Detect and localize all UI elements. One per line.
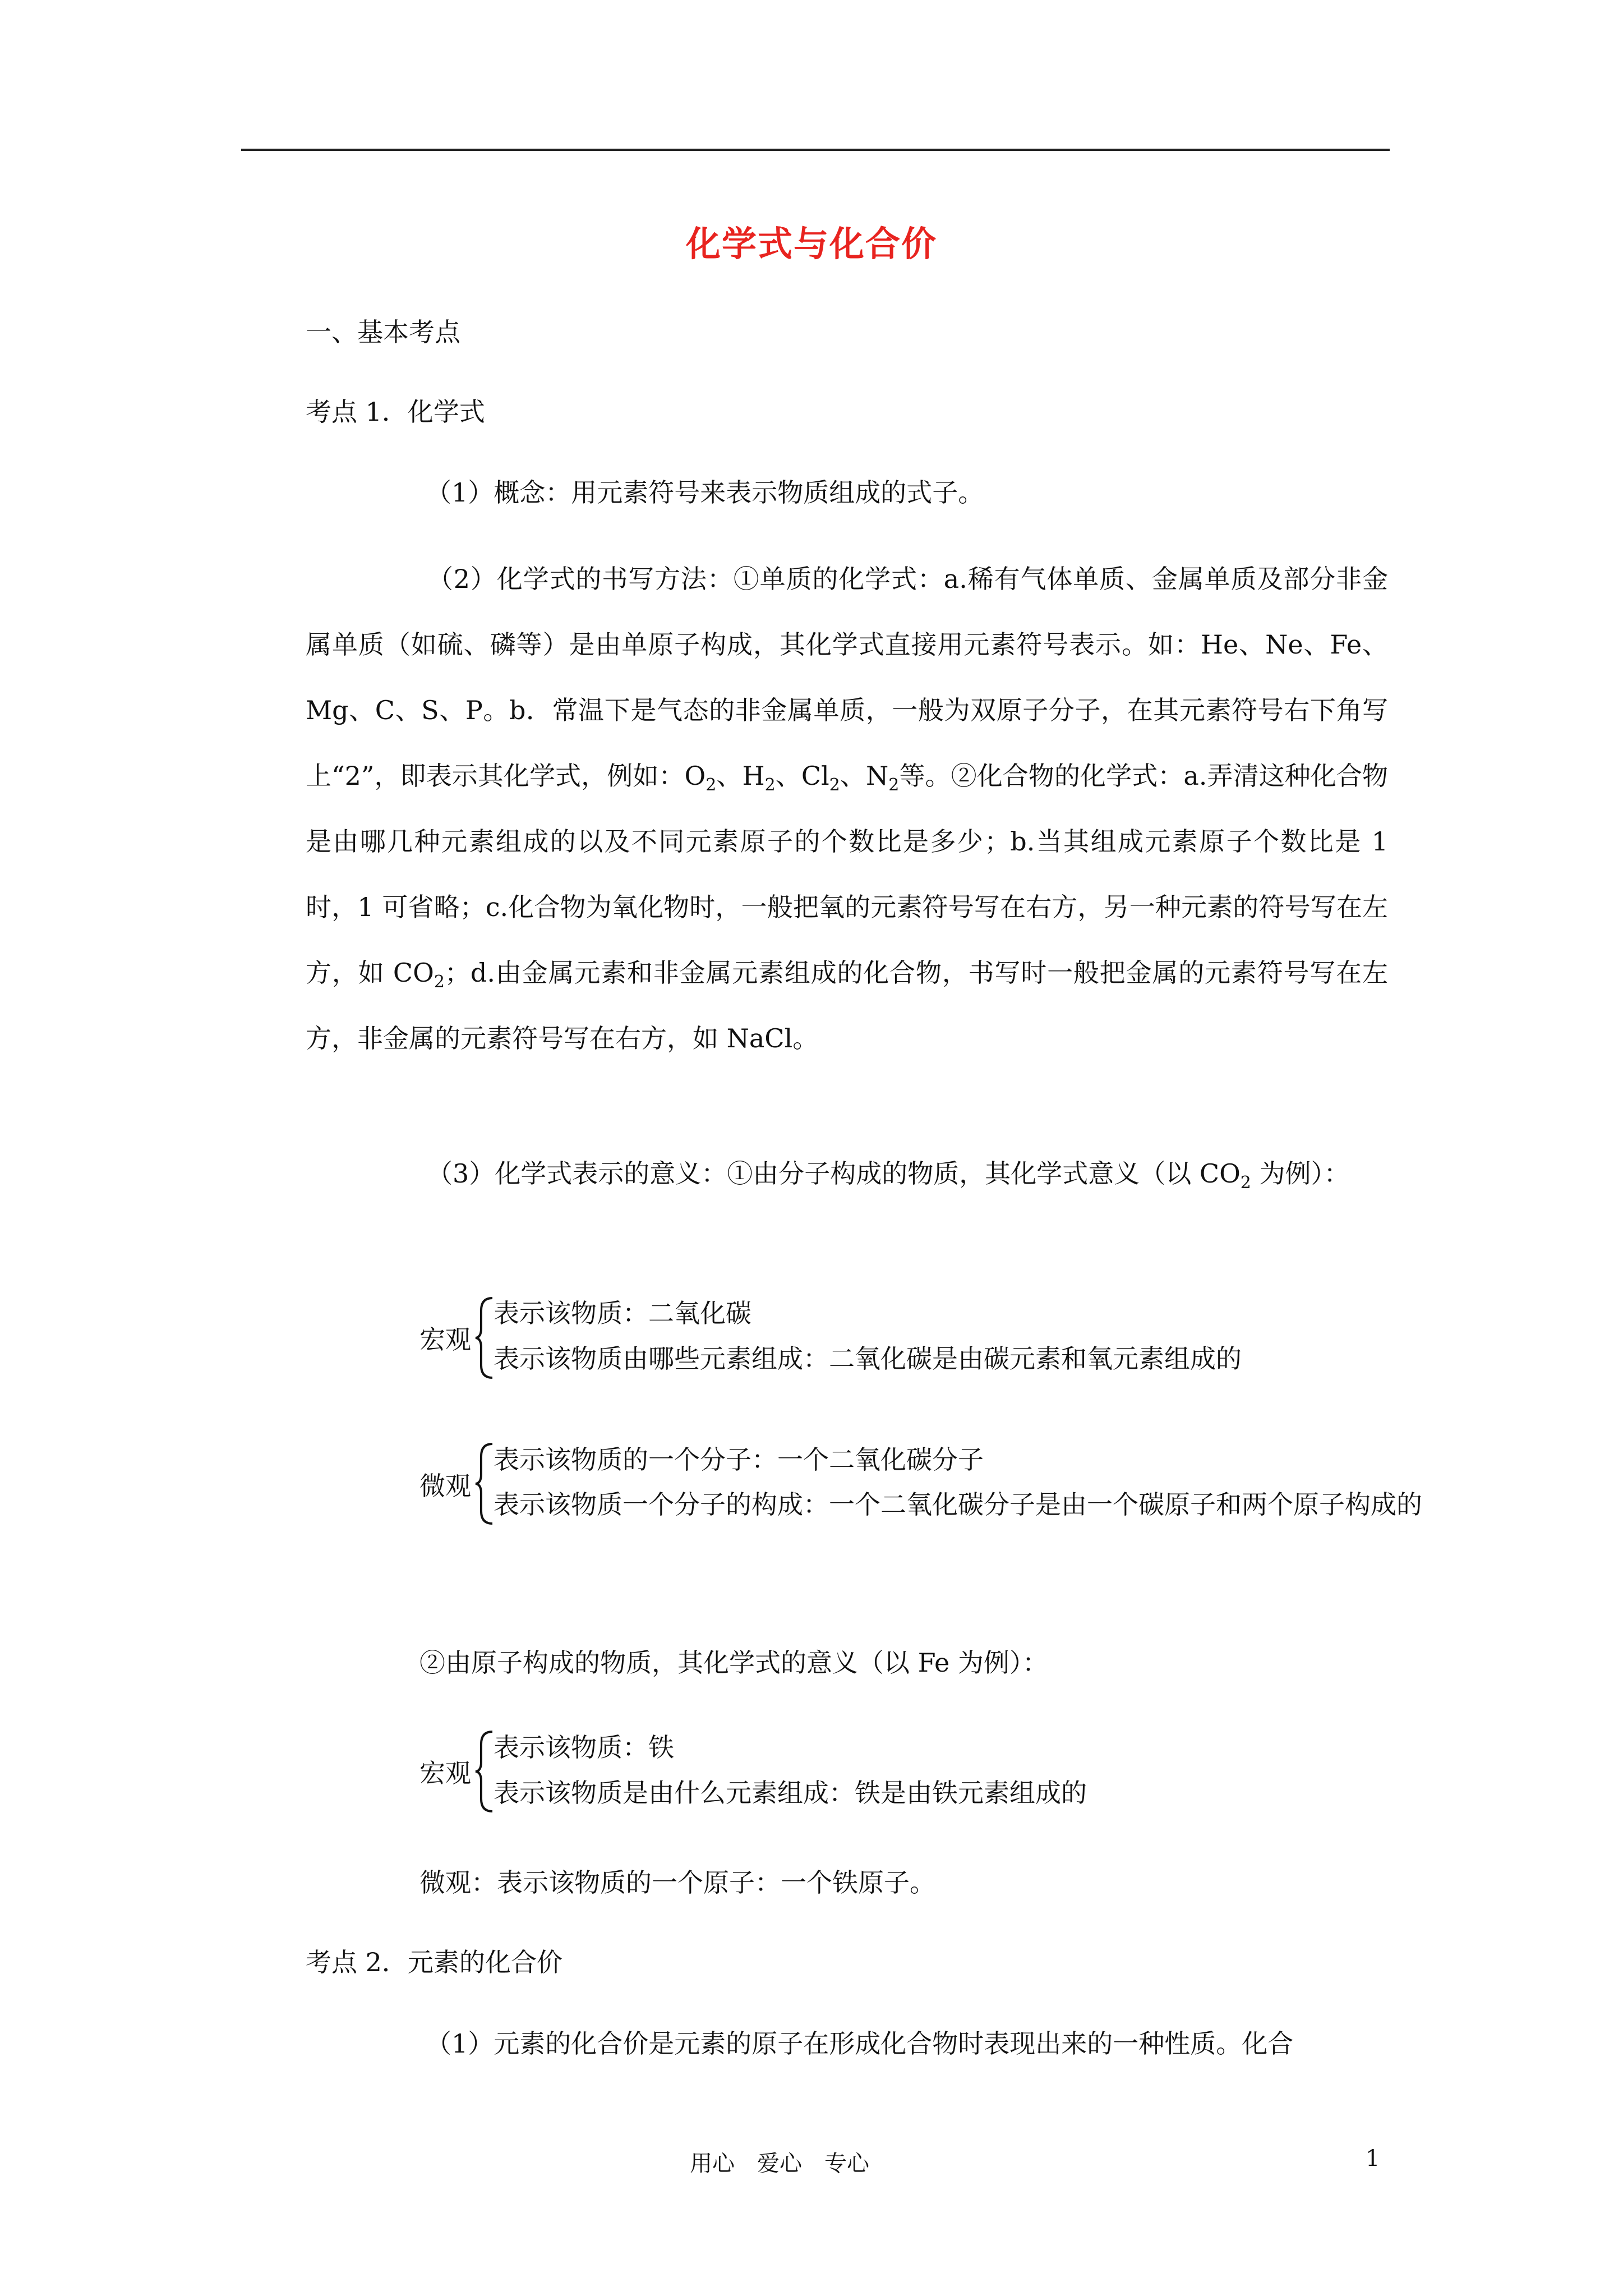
co2-micro-brace [474,1442,495,1526]
fe-macro-line1: 表示该物质：铁 [494,1732,674,1763]
co2-micro-line1: 表示该物质的一个分子：一个二氧化碳分子 [494,1444,984,1475]
header-rule [241,149,1390,151]
writing-paragraph: （2）化学式的书写方法：①单质的化学式：a.稀有气体单质、金属单质及部分非金属单质（如硫、磷等）是由单原子构成，其化学式直接用元素符号表示。如：He、Ne、Fe、Mg、C、S、P。b．常温下是气态的非金属单质，一般为双原子分子，在其元素符号右下角写上“2”，即表示其化学式，例如：$O_2$、$H_2$、$Cl_2$、$N_2$等。②化合物的化学式：a.弄清这种化合物是由哪几种元素组成的以及不同元素原子的个数比是多少；b.当其组成元素原子个数比是 1 时，1 可省略；c.化合物为氧化物时，一般把氧的元素符号写在右方，另一种元素的符号写在左方，如 $CO_2$；d.由金属元素和非金属元素组成的化合物，书写时一般把金属的元素符号写在左方，非金属的元素符号写在右方，如 NaCl。 [306,564,1388,1053]
point2-heading: 考点 2．元素的化合价 [306,1947,562,1977]
co2-micro-line2: 表示该物质一个分子的构成：一个二氧化碳分子是由一个碳原子和两个原子构成的 [494,1489,1422,1520]
fe-macro-label: 宏观 [419,1758,471,1788]
fe-macro-line2: 表示该物质是由什么元素组成：铁是由铁元素组成的 [494,1778,1087,1808]
co2-macro-label: 宏观 [419,1324,471,1355]
point1-heading: 考点 1．化学式 [306,397,485,427]
section-heading: 一、基本考点 [306,317,460,347]
page-title: 化学式与化合价 [685,223,937,264]
co2-macro-line2: 表示该物质由哪些元素组成：二氧化碳是由碳元素和氧元素组成的 [494,1343,1242,1374]
page-number: 1 [1366,2146,1380,2171]
co2-macro-brace [474,1296,495,1380]
fe-micro-text: 微观：表示该物质的一个原子：一个铁原子。 [419,1867,935,1898]
meaning-paragraph: （3）化学式表示的意义：①由分子构成的物质，其化学式意义（以 $CO_2$ 为例）： [427,1158,1350,1193]
valence-text: （1）元素的化合价是元素的原子在形成化合物时表现出来的一种性质。化合 [426,2028,1294,2059]
co2-macro-line1: 表示该物质：二氧化碳 [494,1298,751,1328]
atom-intro: ②由原子构成的物质，其化学式的意义（以 Fe 为例）： [419,1648,1048,1678]
concept-text: （1）概念：用元素符号来表示物质组成的式子。 [426,477,984,508]
footer-motto: 用心 爱心 专心 [690,2151,869,2177]
fe-macro-brace [474,1729,495,1814]
co2-micro-label: 微观 [419,1471,471,1501]
